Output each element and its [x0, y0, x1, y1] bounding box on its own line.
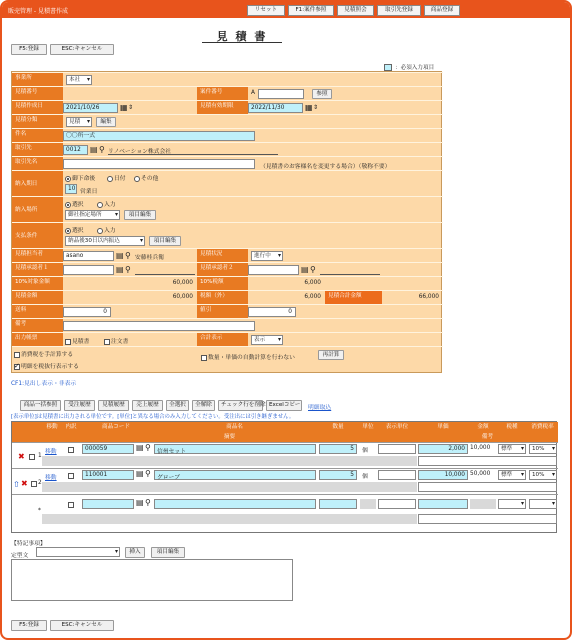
office-label: 事業所 [12, 73, 63, 86]
customer-register-button[interactable]: 取引先登録 [377, 5, 421, 16]
output-check-1[interactable] [65, 336, 89, 345]
template-select[interactable] [36, 547, 120, 557]
delivery-days-suffix: 営業日 [80, 189, 98, 195]
delivery-place-label: 納入場所 [12, 197, 63, 222]
checkbox[interactable] [201, 355, 207, 361]
delivery-radio-2[interactable] [107, 173, 126, 182]
radio-button[interactable] [65, 202, 71, 208]
row-office [12, 72, 443, 86]
checkbox[interactable] [68, 473, 74, 479]
place-radio-1[interactable] [65, 199, 84, 208]
discount-label: 値引 [197, 305, 248, 318]
amount-value: 50,000 [470, 471, 491, 477]
list-icon[interactable]: ▤ [116, 265, 124, 274]
approver2-input[interactable] [248, 265, 299, 275]
code-input[interactable] [82, 444, 134, 454]
cancel-button-bottom[interactable]: ESC:キャンセル [50, 620, 114, 631]
staff-input[interactable]: asano [63, 251, 114, 261]
search-icon[interactable]: ⚲ [145, 469, 151, 478]
quote-history-button[interactable]: 見積履歴 [98, 400, 129, 411]
toggle-heading-link[interactable]: CF1:見出し表示・非表示 [11, 381, 77, 387]
product-register-button[interactable]: 商品登録 [424, 5, 460, 16]
payment-radio-1[interactable] [65, 225, 84, 234]
row-category [12, 114, 443, 128]
approver2-label: 見積承認者２ [197, 263, 248, 276]
delivery-radio-1[interactable] [65, 173, 95, 182]
header-internal: 内訳 [62, 422, 80, 432]
tax-ex-value: 6,000 [304, 294, 321, 300]
price-input[interactable] [418, 470, 468, 480]
radio-button[interactable] [65, 176, 71, 182]
total-display-label: 合計表示 [197, 333, 248, 346]
created-date-label: 見積作成日 [12, 101, 63, 114]
qty-input[interactable] [319, 470, 357, 480]
project-prefix: A [251, 90, 255, 96]
legend-text: ：必須入力項目 [395, 65, 435, 71]
row-output [12, 332, 443, 346]
delete-checked-button[interactable]: チェック行を削除 [218, 400, 263, 411]
category-edit-button[interactable]: 編集 [96, 117, 116, 127]
project-no-input[interactable] [258, 89, 304, 99]
checkbox[interactable] [104, 339, 110, 345]
summary-cell[interactable] [42, 482, 417, 492]
unit-value: 個 [362, 474, 368, 480]
template-label: 定型文 [11, 553, 29, 559]
tax10-label: 10%税額 [197, 277, 248, 290]
checkbox[interactable] [68, 502, 74, 508]
list-icon[interactable]: ▤ [136, 498, 144, 507]
project-ref-small-button[interactable]: 参照 [312, 89, 332, 99]
staff-name-display: 安藤桂兵衛 [135, 255, 164, 261]
place-radio-2[interactable] [97, 199, 116, 208]
header-qty: 数量 [317, 422, 359, 432]
status-select[interactable]: 進行中 ▾ [251, 251, 283, 261]
reset-button[interactable]: リセット [247, 5, 285, 16]
delivery-place-edit-button[interactable]: 項目編集 [124, 210, 156, 220]
approver2-underline [320, 274, 380, 275]
header-remarks: 備考 [417, 432, 558, 442]
amount-cell [470, 499, 496, 509]
row-payment [12, 222, 443, 248]
grand-total-label: 見積合計金額 [325, 291, 382, 304]
place-option-1: 選択 [72, 202, 84, 208]
category-select[interactable]: 見積 ▾ [66, 117, 92, 127]
approver1-underline [135, 274, 195, 275]
header-unit: 単位 [359, 422, 377, 432]
header-name: 商品名 [152, 422, 317, 432]
grand-total-value: 66,000 [418, 294, 439, 300]
move-link[interactable]: 移動 [45, 475, 57, 481]
grid-note: [表示単位]は見積書に出力される単位です。[単位]と異なる場合のみ入力してください。受注出には引き継ぎません。 [11, 414, 295, 420]
delivery-place-select[interactable]: 御社指定場所 ▾ [65, 210, 120, 220]
price-value: 2,000 [448, 446, 465, 452]
row-subject [12, 128, 443, 142]
payment-edit-button[interactable]: 項目編集 [149, 236, 181, 246]
code-value: 000059 [85, 446, 108, 452]
list-icon[interactable]: ▤ [136, 443, 144, 452]
deselect-all-button[interactable]: 全解除 [192, 400, 215, 411]
list-icon[interactable]: ▤ [90, 145, 98, 154]
shipping-label: 送料 [12, 305, 63, 318]
header-summary: 摘要 [42, 432, 417, 442]
customer-code-input[interactable]: 0012 [63, 145, 88, 155]
header-tax-type: 税種 [497, 422, 527, 432]
checkbox[interactable] [14, 364, 20, 370]
list-icon[interactable]: ▤ [301, 265, 309, 274]
output-label: 出力帳票 [12, 333, 63, 346]
radio-button[interactable] [97, 228, 103, 234]
remarks-label: 備考 [12, 319, 63, 332]
search-icon[interactable]: ⚲ [310, 265, 316, 274]
row-amount10 [12, 276, 443, 290]
customer-name-label: 取引先名 [12, 157, 63, 170]
customer-name-input[interactable] [63, 159, 255, 169]
delete-icon[interactable]: ✖ [18, 452, 25, 461]
payment-option-1: 選択 [72, 228, 84, 234]
code-input[interactable] [82, 499, 134, 509]
row-number: 1 [38, 453, 42, 459]
header-amount: 金額 [469, 422, 497, 432]
row-delivery [12, 170, 443, 196]
total-amount-label: 見積金額 [12, 291, 63, 304]
qty-input[interactable] [319, 444, 357, 454]
row-quote-no [12, 86, 443, 100]
row-shipping [12, 304, 443, 318]
checkbox[interactable] [31, 481, 37, 487]
search-icon[interactable]: ⚲ [99, 145, 105, 154]
memo-textarea[interactable] [11, 559, 293, 601]
required-legend [384, 63, 434, 71]
delivery-radio-3[interactable] [134, 173, 158, 182]
display-unit-input[interactable] [378, 470, 416, 480]
tax-type-select[interactable]: 標準 ▾ [498, 444, 526, 454]
delivery-label: 納入期日 [12, 171, 63, 196]
row-separator [12, 468, 558, 469]
row-staff [12, 248, 443, 262]
top-bar [2, 2, 570, 18]
tax-rate-select[interactable] [529, 499, 557, 509]
no-auto-calc-check[interactable] [201, 352, 295, 361]
move-link[interactable]: 移動 [45, 449, 57, 455]
search-icon[interactable]: ⚲ [145, 443, 151, 452]
remarks-cell[interactable] [418, 456, 557, 466]
project-ref-button[interactable]: F1:案件参照 [288, 5, 334, 16]
code-input[interactable] [82, 470, 134, 480]
discount-input[interactable]: 0 [248, 307, 296, 317]
tax-rate-select[interactable]: 10% ▾ [529, 470, 557, 480]
recalc-button[interactable]: 再計算 [318, 350, 344, 360]
tax-manual-text: 消費税を手計算する [21, 352, 74, 358]
output-option-1: 見積書 [72, 339, 90, 345]
radio-button[interactable] [107, 176, 113, 182]
radio-button[interactable] [134, 176, 140, 182]
remarks-cell[interactable] [418, 514, 557, 524]
checkbox[interactable] [68, 447, 74, 453]
tax-type-select[interactable]: 標準 ▾ [498, 470, 526, 480]
cancel-button[interactable]: ESC:キャンセル [50, 44, 114, 55]
radio-button[interactable] [65, 228, 71, 234]
bulk-product-ref-button[interactable]: 商品一括参照 [20, 400, 61, 411]
approver1-label: 見積承認者１ [12, 263, 63, 276]
code-value: 110001 [85, 472, 108, 478]
delivery-option-2: 日付 [114, 176, 126, 182]
calendar-icon[interactable]: ▦ [120, 103, 128, 112]
save-button-bottom[interactable]: F5:登録 [11, 620, 47, 631]
payment-radio-2[interactable] [97, 225, 116, 234]
status-label: 見積状況 [197, 249, 248, 262]
quote-no-label: 見積番号 [12, 87, 63, 100]
checkbox[interactable] [14, 352, 20, 358]
subject-input[interactable]: 〇〇所一式 [63, 131, 255, 141]
row-options [12, 346, 443, 372]
remarks-input[interactable] [63, 321, 255, 331]
list-icon[interactable]: ▤ [116, 251, 124, 260]
unit-value: 個 [362, 448, 368, 454]
price-input[interactable] [418, 444, 468, 454]
header-corner [12, 422, 42, 442]
valid-until-label: 見積有効期限 [197, 101, 248, 114]
row-separator [12, 494, 558, 495]
header-display-unit: 表示単位 [377, 422, 417, 432]
row-dates [12, 100, 443, 114]
customer-label: 取引先 [12, 143, 63, 156]
payment-option-2: 入力 [104, 228, 116, 234]
title-underline [202, 42, 282, 43]
header-code: 商品コード [80, 422, 152, 432]
summary-cell[interactable] [42, 456, 417, 466]
sales-history-button[interactable]: 売上履歴 [132, 400, 163, 411]
tax-type-select[interactable] [498, 499, 526, 509]
tax-manual-check[interactable] [14, 349, 73, 358]
delivery-option-3: その他 [141, 176, 159, 182]
required-swatch [384, 64, 392, 71]
total-display-select[interactable]: 表示 ▾ [251, 335, 283, 345]
row-totals [12, 290, 443, 304]
remarks-cell[interactable] [418, 482, 557, 492]
row-remarks [12, 318, 443, 332]
output-option-2: 注文書 [111, 339, 129, 345]
header-move: 移動 [42, 422, 62, 432]
delete-icon[interactable]: ✖ [21, 479, 28, 488]
move-up-icon[interactable]: ⇧ [13, 480, 20, 489]
detail-grid [11, 421, 557, 533]
radio-button[interactable] [97, 202, 103, 208]
name-value: グローブ [157, 475, 180, 481]
calendar-icon[interactable]: ▦ [305, 103, 313, 112]
spin-icon[interactable]: ⇕ [313, 104, 319, 111]
name-input[interactable] [154, 470, 316, 480]
list-icon[interactable]: ▤ [136, 469, 144, 478]
detail-tax-text: 明細を税抜行表示する [21, 364, 79, 370]
total-amount-value: 60,000 [172, 294, 193, 300]
tax-ex-label: 税額（外） [197, 291, 248, 304]
customer-name-note: （見積書のお客様名を変更する場合）（敬称不要） [260, 164, 391, 170]
search-icon[interactable]: ⚲ [125, 251, 131, 260]
customer-name-display: リノベーション株式会社 [108, 149, 172, 155]
spin-icon[interactable]: ⇕ [128, 104, 134, 111]
quote-form [11, 71, 442, 373]
payment-label: 支払条件 [12, 223, 63, 248]
shipping-input[interactable]: 0 [63, 307, 111, 317]
row-delivery-place [12, 196, 443, 222]
detail-tax-check[interactable] [14, 361, 79, 370]
memo-label: 【特記事項】 [11, 541, 46, 547]
display-unit-input[interactable] [378, 499, 416, 509]
place-option-2: 入力 [104, 202, 116, 208]
delivery-days-input[interactable]: 10 [65, 184, 77, 194]
quote-inquiry-button[interactable]: 見積照会 [337, 5, 374, 16]
amount10-label: 10%対象金額 [12, 277, 63, 290]
approver1-input[interactable] [63, 265, 114, 275]
office-select[interactable]: 本社 ▾ [66, 75, 92, 85]
row-separator [12, 442, 558, 443]
save-button[interactable]: F5:登録 [11, 44, 47, 55]
order-history-button[interactable]: 受注履歴 [64, 400, 95, 411]
amount-value: 10,000 [470, 445, 491, 451]
qty-value: 5 [350, 472, 354, 478]
row-customer-name [12, 156, 443, 170]
price-input[interactable] [418, 499, 468, 509]
select-all-button[interactable]: 全選択 [166, 400, 189, 411]
price-value: 10,000 [444, 472, 465, 478]
breadcrumb: 販売管理 - 見積書作成 [8, 8, 68, 15]
header-tax-rate: 消費税率 [527, 422, 558, 432]
project-no-label: 案件番号 [197, 87, 248, 100]
staff-label: 見積担当者 [12, 249, 63, 262]
tax-rate-select[interactable]: 10% ▾ [529, 444, 557, 454]
customer-underline [108, 154, 278, 155]
valid-until-input[interactable]: 2022/11/30 [248, 103, 303, 113]
display-unit-input[interactable] [378, 444, 416, 454]
name-input[interactable] [154, 444, 316, 454]
page-title: 見 積 書 [216, 30, 268, 43]
row-approvers [12, 262, 443, 276]
no-auto-calc-text: 数量・単価の自動計算を行わない [208, 355, 295, 361]
detail-import-link[interactable]: 明細取込 [308, 405, 332, 411]
checkbox[interactable] [65, 339, 71, 345]
row-number: * [38, 508, 41, 514]
header-price: 単価 [417, 422, 469, 432]
qty-value: 5 [350, 446, 354, 452]
qty-input[interactable] [319, 499, 357, 509]
search-icon[interactable]: ⚲ [145, 498, 151, 507]
unit-cell [360, 499, 376, 509]
name-input[interactable] [154, 499, 316, 509]
tax10-value: 6,000 [304, 280, 321, 286]
created-date-input[interactable]: 2021/10/26 [63, 103, 118, 113]
row-customer [12, 142, 443, 156]
category-label: 見積分類 [12, 115, 63, 128]
excel-copy-button[interactable]: Excelコピー [266, 400, 302, 411]
checkbox[interactable] [29, 454, 35, 460]
delivery-option-1: 御下命後 [72, 176, 96, 182]
output-check-2[interactable] [104, 336, 128, 345]
row-number: 2 [38, 480, 42, 486]
name-value: 信州セット [157, 449, 186, 455]
search-icon[interactable]: ⚲ [125, 265, 131, 274]
payment-select[interactable]: 納品後30日以内振込 ▾ [65, 236, 145, 246]
subject-label: 件名 [12, 129, 63, 142]
insert-button[interactable]: 挿入 [125, 547, 145, 558]
summary-cell[interactable] [42, 514, 417, 524]
memo-edit-button[interactable]: 項目編集 [151, 547, 185, 558]
amount10-value: 60,000 [172, 280, 193, 286]
